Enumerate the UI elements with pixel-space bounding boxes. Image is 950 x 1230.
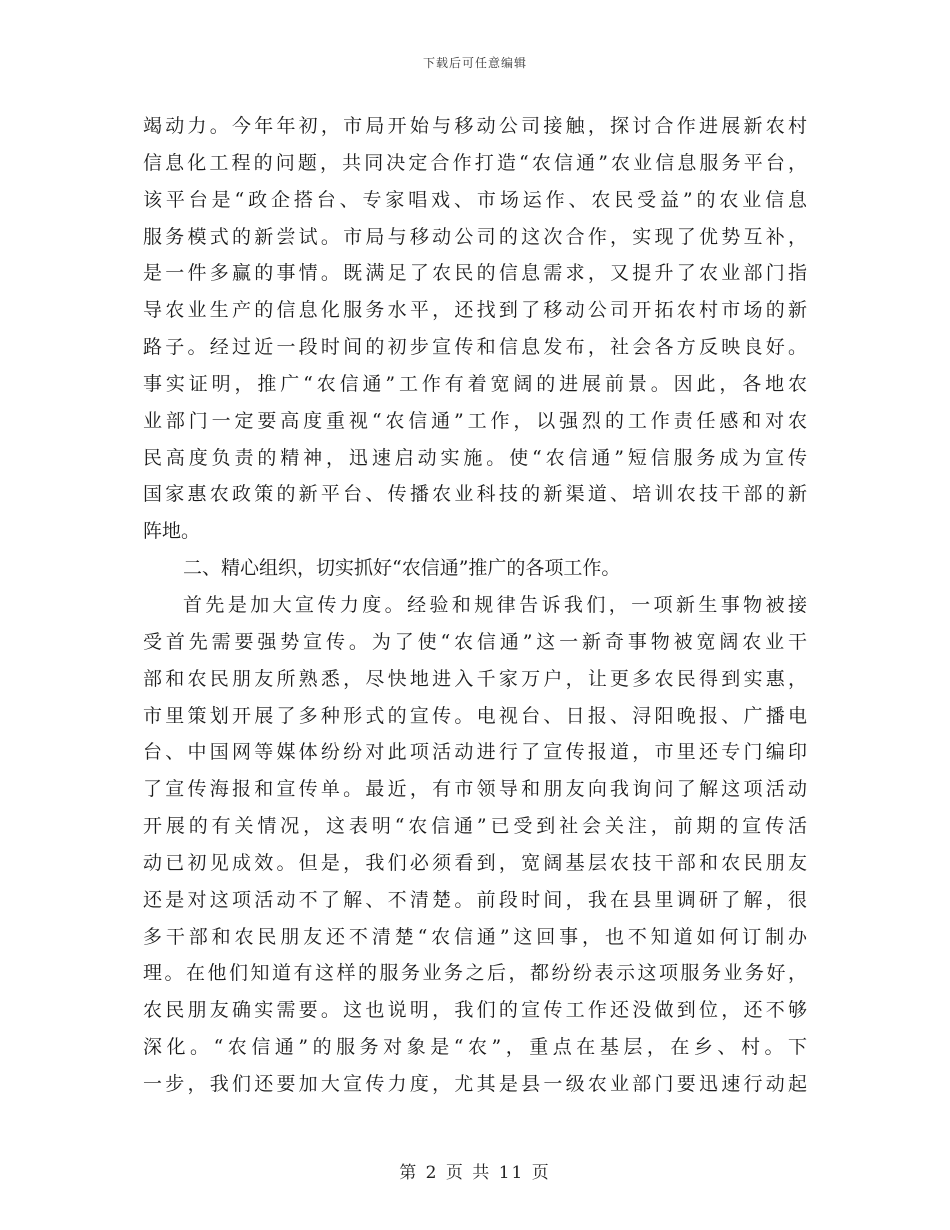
text-line: 一步，我们还要加大宣传力度，尤其是县一级农业部门要迅速行动起 (143, 1072, 807, 1095)
text-line: 多干部和农民朋友还不清楚“农信通”这回事，也不知道如何订制办 (143, 925, 807, 948)
text-line: 市里策划开展了多种形式的宣传。电视台、日报、浔阳晚报、广播电 (143, 704, 807, 727)
text-line: 动已初见成效。但是，我们必须看到，宽阔基层农技干部和农民朋友 (143, 851, 807, 874)
text-line: 民高度负责的精神，迅速启动实施。使“农信通”短信服务成为宣传 (143, 446, 807, 469)
text-line: 还是对这项活动不了解、不清楚。前段时间，我在县里调研了解，很 (143, 888, 807, 911)
text-line: 路子。经过近一段时间的初步宣传和信息发布，社会各方反映良好。 (143, 336, 807, 359)
text-line: 导农业生产的信息化服务水平，还找到了移动公司开拓农村市场的新 (143, 299, 807, 322)
text-line: 竭动力。今年年初，市局开始与移动公司接触，探讨合作进展新农村 (143, 115, 807, 137)
page-header: 下载后可任意编辑 (422, 56, 527, 70)
text-line: 开展的有关情况，这表明“农信通”已受到社会关注，前期的宣传活 (143, 815, 807, 838)
text-line: 深化。“农信通”的服务对象是“农”，重点在基层，在乡、村。下 (143, 1036, 807, 1059)
text-line: 农民朋友确实需要。这也说明，我们的宣传工作还没做到位，还不够 (143, 999, 807, 1022)
text-line: 部和农民朋友所熟悉，尽快地进入千家万户，让更多农民得到实惠， (143, 667, 807, 690)
text-line: 是一件多赢的事情。既满足了农民的信息需求，又提升了农业部门指 (143, 262, 807, 285)
text-line: 事实证明，推广“农信通”工作有着宽阔的进展前景。因此，各地农 (143, 372, 807, 395)
section-heading: 二、精心组织，切实抓好“农信通”推广的各项工作。 (183, 557, 621, 580)
text-line: 业部门一定要高度重视“农信通”工作，以强烈的工作责任感和对农 (143, 409, 807, 432)
document-body (143, 108, 807, 1103)
text-line: 信息化工程的问题，共同决定合作打造“农信通”农业信息服务平台， (143, 151, 807, 174)
text-line: 了宣传海报和宣传单。最近，有市领导和朋友向我询问了解这项活动 (143, 778, 807, 801)
text-line: 该平台是“政企搭台、专家唱戏、市场运作、农民受益”的农业信息 (143, 188, 807, 211)
page-number: 第 2 页 共 11 页 (399, 1163, 551, 1183)
text-line: 阵地。 (143, 520, 201, 543)
text-line: 受首先需要强势宣传。为了使“农信通”这一新奇事物被宽阔农业干 (143, 630, 807, 653)
text-line: 服务模式的新尝试。市局与移动公司的这次合作，实现了优势互补， (143, 225, 807, 248)
text-line: 理。在他们知道有这样的服务业务之后，都纷纷表示这项服务业务好， (143, 962, 807, 985)
text-line: 首先是加大宣传力度。经验和规律告诉我们，一项新生事物被接 (183, 593, 807, 616)
text-line: 台、中国网等媒体纷纷对此项活动进行了宣传报道，市里还专门编印 (143, 741, 807, 764)
text-line: 国家惠农政策的新平台、传播农业科技的新渠道、培训农技干部的新 (143, 483, 807, 506)
